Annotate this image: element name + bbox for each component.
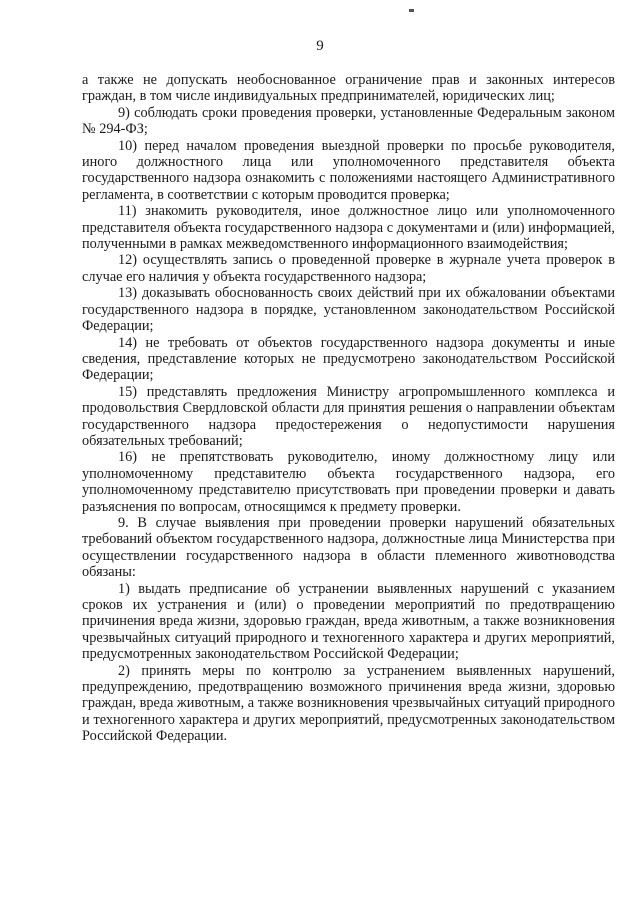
document-body xyxy=(82,72,615,745)
paragraph: 15) представлять предложения Министру агропромышленного комплекса и продовольствия Свердловской области для принятия решения о направлении объектам государственного надзора предостережения о недопустимости нарушения обязательных требований; xyxy=(82,383,615,449)
page-number: 9 xyxy=(316,38,324,54)
paragraph: 10) перед началом проведения выездной проверки по просьбе руководителя, иного должностного лица или уполномоченного представителя объекта государственного надзора ознакомить с положениями настоящего Административного регламента, в соответствии с которым проводится проверка; xyxy=(82,137,615,203)
paragraph: 16) не препятствовать руководителю, иному должностному лицу или уполномоченному представителю объекта государственного надзора, его уполномоченному представителю присутствовать при проведении проверки и давать разъяснения по вопросам, относящимся к предмету проверки. xyxy=(82,449,615,515)
paragraph: 9. В случае выявления при проведении проверки нарушений обязательных требований объектом государственного надзора, должностные лица Министерства при осуществлении государственного надзора в области племенного животноводства обязаны: xyxy=(82,514,615,581)
paragraph: 12) осуществлять запись о проведенной проверке в журнале учета проверок в случае его наличия у объекта государственного надзора; xyxy=(82,252,615,285)
paragraph: 9) соблюдать сроки проведения проверки, установленные Федеральным законом № 294-ФЗ; xyxy=(82,104,615,138)
paragraph: а также не допускать необоснованное ограничение прав и законных интересов граждан, в том числе индивидуальных предпринимателей, юридических лиц; xyxy=(82,72,615,105)
paragraph: 1) выдать предписание об устранении выявленных нарушений с указанием сроков их устранения и (или) о проведении мероприятий по предотвращению причинения вреда жизни, здоровью граждан, вреда животным, а также возникновения чрезвычайных ситуаций природного и техногенного характера и других мероприятий, предусмотренных законодательством Российской Федерации; xyxy=(82,580,615,663)
scan-speck xyxy=(409,9,414,12)
paragraph: 11) знакомить руководителя, иное должностное лицо или уполномоченного представителя объекта государственного надзора с документами и (или) информацией, полученными в рамках межведомственного информационного взаимодействия; xyxy=(82,203,615,253)
paragraph: 13) доказывать обоснованность своих действий при их обжаловании объектами государственного надзора в порядке, установленном законодательством Российской Федерации; xyxy=(82,285,615,335)
paragraph: 14) не требовать от объектов государственного надзора документы и иные сведения, представление которых не предусмотрено законодательством Российской Федерации; xyxy=(82,334,615,384)
paragraph: 2) принять меры по контролю за устранением выявленных нарушений, предупреждению, предотвращению возможного причинения вреда жизни, здоровью граждан, вреда животным, а также возникновения чрезвычайных ситуаций природного и техногенного характера и других мероприятий, предусмотренных законодательством Российской Федерации. xyxy=(82,662,615,745)
